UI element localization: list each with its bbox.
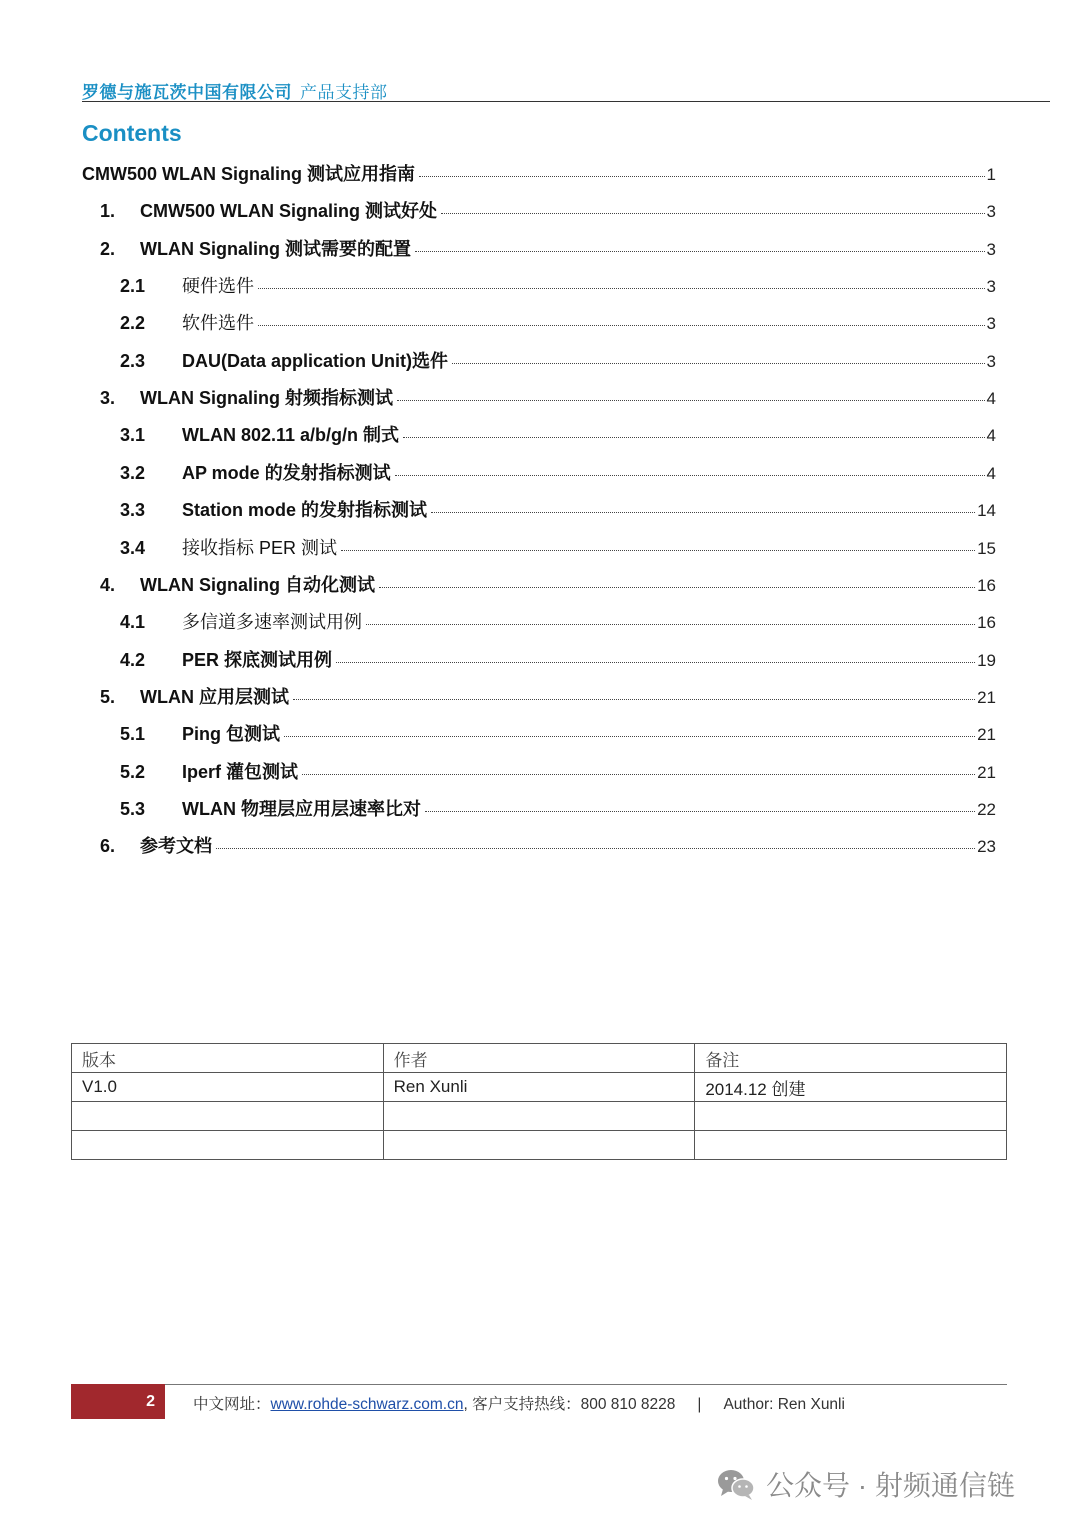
toc-page-number: 4 (986, 463, 996, 483)
toc-entry[interactable] (82, 646, 996, 676)
toc-entry[interactable] (82, 421, 996, 451)
toc-page-number: 4 (986, 389, 996, 409)
toc-entry-number: 5.3 (120, 798, 146, 819)
revision-cell (695, 1102, 1007, 1131)
toc-page-number: 3 (986, 277, 996, 297)
toc-entry-title: 多信道多速率测试用例 (182, 612, 362, 633)
revision-cell: 2014.12 创建 (695, 1073, 1007, 1102)
toc-entry[interactable] (82, 496, 996, 526)
toc-dot-leader (302, 773, 975, 775)
header-divider (82, 101, 1050, 102)
toc-entry-number: 3. (100, 388, 116, 409)
revision-header-note: 备注 (695, 1044, 1007, 1073)
page-number-badge (71, 1384, 165, 1419)
toc-entry-number: 1. (100, 201, 116, 222)
page-header (82, 78, 1050, 103)
revision-cell (383, 1131, 695, 1160)
footer-author: Author: Ren Xunli (723, 1396, 845, 1413)
toc-dot-leader (216, 847, 975, 849)
toc-page-number: 3 (986, 239, 996, 259)
watermark (716, 1466, 1015, 1502)
toc-page-number: 3 (986, 351, 996, 371)
toc-entry[interactable] (82, 235, 996, 265)
toc-entry[interactable] (82, 459, 996, 489)
hotline-number: 800 810 8228 (580, 1396, 676, 1413)
toc-entry[interactable] (82, 534, 996, 564)
toc-dot-leader (379, 586, 975, 588)
url-label: 中文网址： (193, 1396, 271, 1413)
department-name: 产品支持部 (300, 83, 388, 102)
toc-page-number: 1 (986, 165, 996, 184)
toc-page-number: 3 (986, 202, 996, 222)
toc-entry-number: 3.2 (120, 462, 146, 483)
toc-entry[interactable] (82, 720, 996, 750)
toc-entry-title: 硬件选件 (182, 276, 254, 297)
toc-entry[interactable] (82, 571, 996, 601)
toc-entry-title: WLAN 应用层测试 (140, 686, 289, 707)
hotline-label: , 客户支持热线： (463, 1396, 581, 1413)
table-row (72, 1073, 1007, 1102)
toc-entry[interactable] (82, 384, 996, 414)
toc-entry-title: 软件选件 (182, 313, 254, 334)
toc-entry-number: 3.3 (120, 500, 146, 521)
revision-header-author: 作者 (383, 1044, 695, 1073)
toc-entry-number: 2.2 (120, 313, 146, 334)
contents-title: Contents (82, 120, 182, 146)
toc-entry-title: Ping 包测试 (182, 724, 280, 745)
toc-dot-leader (395, 474, 985, 476)
revision-header-version: 版本 (72, 1044, 384, 1073)
toc-dot-leader (336, 661, 975, 663)
toc-entry-number: 2. (100, 238, 116, 259)
website-link[interactable]: www.rohde-schwarz.com.cn (270, 1396, 464, 1413)
toc-entry-number: 4. (100, 574, 116, 595)
toc-entry-number: 4.2 (120, 649, 146, 670)
table-row (72, 1102, 1007, 1131)
toc-dot-leader (415, 250, 985, 252)
toc-page-number: 21 (977, 687, 996, 707)
footer-separator: | (697, 1396, 702, 1413)
toc-entry-number: 4.1 (120, 612, 146, 633)
toc-page-number: 15 (977, 538, 996, 558)
toc-dot-leader (403, 436, 984, 438)
toc-entry-number: 2.3 (120, 350, 146, 371)
toc-entry-number: 3.1 (120, 425, 146, 446)
toc-entry-number: 6. (100, 836, 116, 857)
toc-entry-title: WLAN Signaling 射频指标测试 (140, 388, 393, 409)
toc-entry[interactable] (82, 683, 996, 713)
toc-page-number: 4 (986, 426, 996, 446)
toc-entry-title: 参考文档 (140, 836, 212, 857)
revision-table (71, 1043, 1007, 1160)
page-number: 2 (146, 1392, 155, 1410)
toc-dot-leader (293, 698, 975, 700)
toc-page-number: 14 (977, 501, 996, 521)
wechat-icon (716, 1467, 756, 1501)
toc-entry-title: 接收指标 PER 测试 (182, 537, 338, 558)
toc-entry-title: WLAN Signaling 测试需要的配置 (140, 238, 411, 259)
toc-entry-title: CMW500 WLAN Signaling 测试好处 (140, 201, 437, 222)
toc-entry[interactable] (82, 608, 996, 638)
toc-dot-leader (452, 362, 985, 364)
toc-dot-leader (425, 810, 975, 812)
table-row (72, 1131, 1007, 1160)
toc-dot-leader (366, 623, 975, 625)
revision-cell (72, 1102, 384, 1131)
revision-table-header-row (72, 1044, 1007, 1073)
toc-dot-leader (397, 399, 985, 401)
toc-entry-number: 5.1 (120, 724, 146, 745)
watermark-text: 公众号 · 射频通信链 (766, 1470, 1015, 1501)
toc-entry-title: CMW500 WLAN Signaling 测试应用指南 (82, 164, 415, 184)
page-footer (193, 1392, 845, 1414)
toc-page-number: 21 (977, 762, 996, 782)
toc-entry-title: Iperf 灌包测试 (182, 761, 299, 782)
toc-entry-title: WLAN 物理层应用层速率比对 (182, 798, 421, 819)
revision-cell: Ren Xunli (383, 1073, 695, 1102)
toc-entry-title: PER 探底测试用例 (182, 649, 333, 670)
toc-page-number: 21 (977, 725, 996, 745)
toc-entry[interactable] (82, 758, 996, 788)
toc-page-number: 23 (977, 837, 996, 857)
toc-entry-number: 5. (100, 686, 116, 707)
toc-entry[interactable] (82, 347, 996, 377)
toc-entry-title: WLAN 802.11 a/b/g/n 制式 (182, 425, 400, 446)
toc-entry-title: Station mode 的发射指标测试 (182, 500, 428, 521)
toc-dot-leader (441, 212, 985, 214)
toc-entry[interactable] (82, 197, 996, 227)
toc-dot-leader (419, 175, 985, 177)
toc-entry-number: 5.2 (120, 761, 146, 782)
toc-entry-title: DAU(Data application Unit)选件 (182, 350, 449, 371)
company-name: 罗德与施瓦茨中国有限公司 (82, 83, 292, 102)
revision-cell (72, 1131, 384, 1160)
toc-dot-leader (258, 324, 985, 326)
toc-page-number: 3 (986, 314, 996, 334)
footer-divider (71, 1384, 1007, 1385)
toc-entry-number: 2.1 (120, 276, 146, 297)
toc-page-number: 19 (977, 650, 996, 670)
toc-entry-title: AP mode 的发射指标测试 (182, 462, 391, 483)
toc-entry[interactable] (82, 160, 996, 190)
toc-dot-leader (258, 287, 985, 289)
revision-cell (383, 1102, 695, 1131)
toc-dot-leader (341, 549, 975, 551)
toc-page-number: 16 (977, 613, 996, 633)
revision-cell: V1.0 (72, 1073, 384, 1102)
toc-entry-title: WLAN Signaling 自动化测试 (140, 574, 375, 595)
toc-entry-number: 3.4 (120, 537, 146, 558)
toc-entry[interactable] (82, 309, 996, 339)
toc-page-number: 16 (977, 575, 996, 595)
toc-entry[interactable] (82, 272, 996, 302)
toc-page-number: 22 (977, 799, 996, 819)
toc-entry[interactable] (82, 832, 996, 862)
toc-entry[interactable] (82, 795, 996, 825)
revision-cell (695, 1131, 1007, 1160)
toc-dot-leader (431, 511, 975, 513)
toc-dot-leader (284, 735, 975, 737)
